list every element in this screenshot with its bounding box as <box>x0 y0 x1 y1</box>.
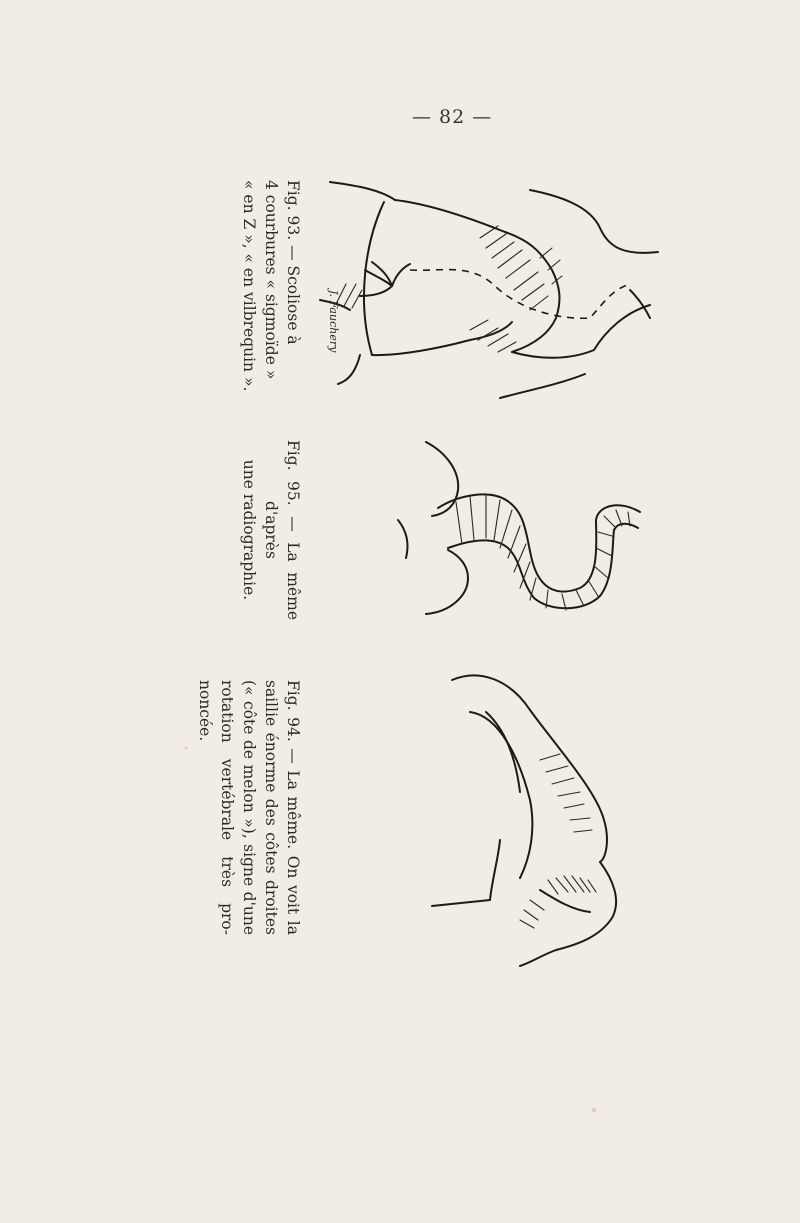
caption-line: Fig. 93. — Scoliose à <box>284 180 302 345</box>
figure-93-drawing <box>320 182 658 398</box>
caption-figure-95 <box>238 440 304 620</box>
caption-figure-94 <box>194 680 304 935</box>
caption-line: saillie énorme des côtes droites <box>262 680 280 935</box>
caption-line: Fig. 94. — La même. On voit la <box>284 680 302 935</box>
caption-line: Fig. 95. — La même <box>284 440 302 620</box>
caption-line: rotation vertébrale très pro- <box>218 680 236 935</box>
caption-line: d'après <box>262 501 280 559</box>
caption-line: une radiographie. <box>240 459 258 601</box>
figure-94-drawing <box>432 675 616 966</box>
caption-line: « en Z », « en vilbrequin ». <box>240 180 258 392</box>
caption-figure-93 <box>238 180 304 391</box>
illustrator-signature: J. Fauchery <box>327 290 340 353</box>
caption-line: 4 courbures « sigmoïde » <box>262 180 280 380</box>
caption-line: (« côte de melon »), signe d'une <box>240 680 258 935</box>
caption-line: noncée. <box>196 680 214 742</box>
figure-95-drawing <box>398 442 640 614</box>
page-number: — 82 — <box>412 106 493 128</box>
